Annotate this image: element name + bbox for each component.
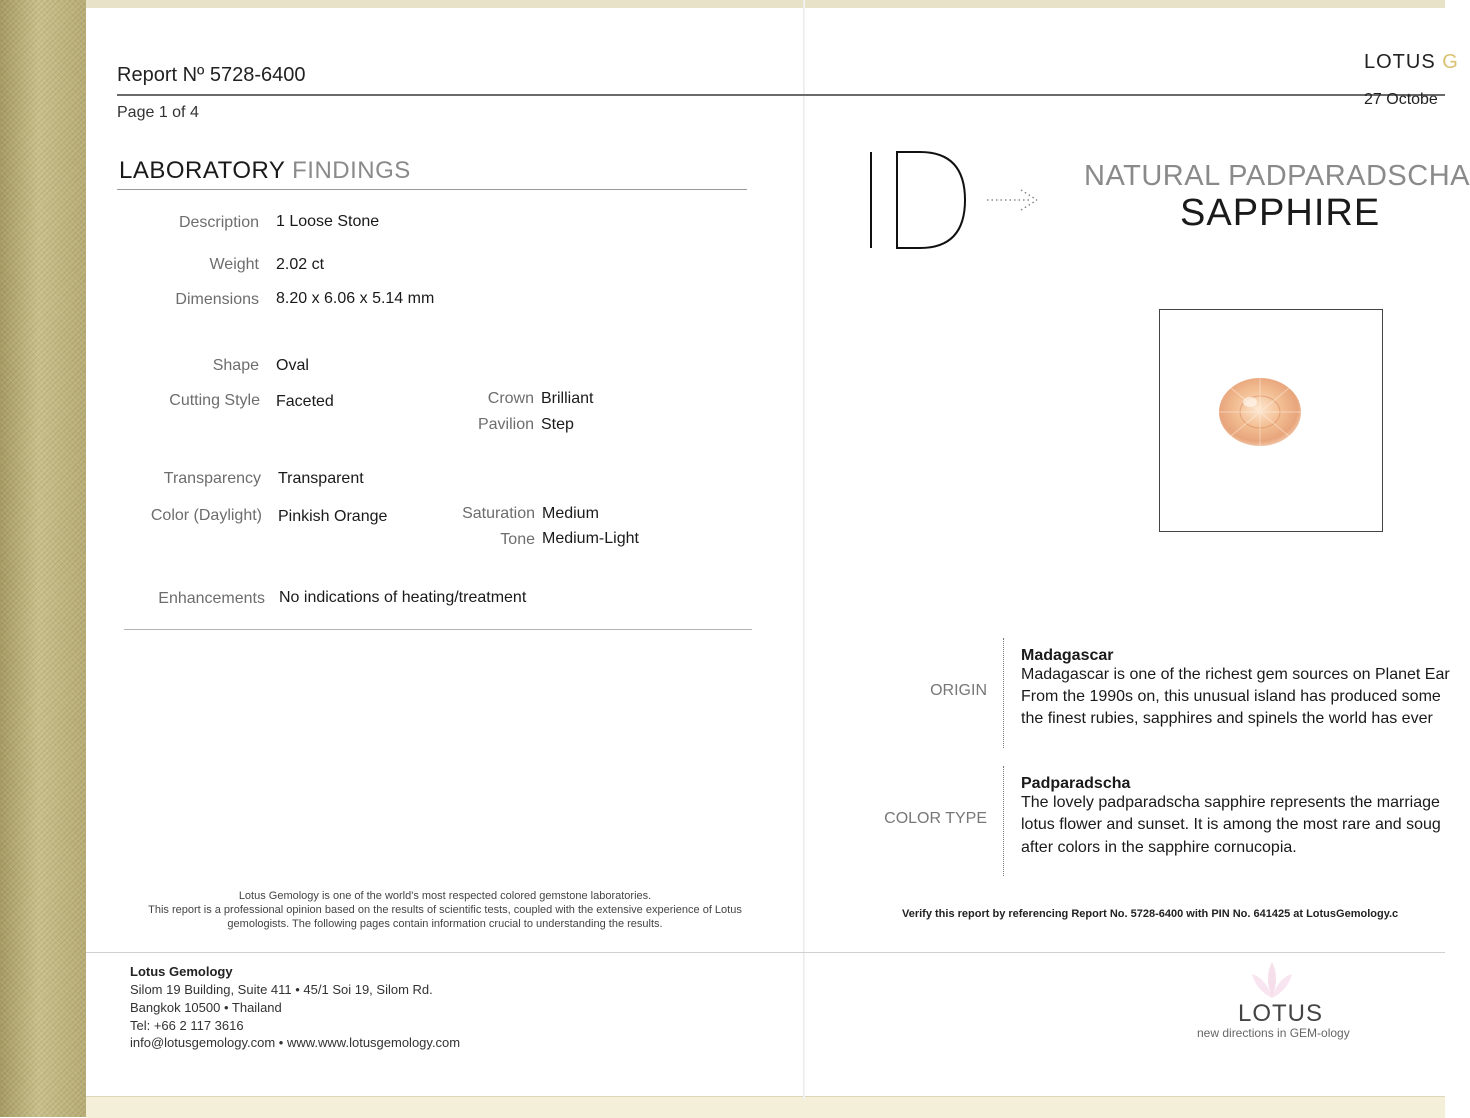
- section-title-bold: LABORATORY: [119, 157, 285, 184]
- company-name: Lotus Gemology: [130, 964, 233, 979]
- lotus-logo-tagline: new directions in GEM-ology: [1197, 1026, 1350, 1040]
- footnote-line-2: This report is a professional opinion based on the results of scientific tests, coupled with the extensive experience of Lotus: [148, 904, 742, 916]
- color-value: Pinkish Orange: [278, 508, 388, 525]
- enhancements-label: Enhancements: [158, 590, 265, 607]
- dimensions-label: Dimensions: [175, 291, 259, 308]
- address-tel: Tel: +66 2 117 3616: [130, 1018, 244, 1033]
- lotus-logo-word: LOTUS: [1238, 1000, 1324, 1027]
- weight-label: Weight: [209, 256, 259, 273]
- pavilion-label: Pavilion: [477, 416, 534, 433]
- lotus-flower-icon: [1250, 960, 1294, 1000]
- color-label: Color (Daylight): [150, 507, 262, 524]
- footer-rule: [86, 952, 1445, 953]
- address-contact: info@lotusgemology.com • www.www.lotusgemology.com: [130, 1035, 461, 1050]
- address-line-2: Bangkok 10500 • Thailand: [130, 1000, 282, 1015]
- id-mark-icon: [862, 148, 972, 252]
- tone-value: Medium-Light: [542, 530, 639, 547]
- top-edge: [86, 0, 1445, 8]
- origin-line-3: the finest rubies, sapphires and spinels the world has ever: [1021, 710, 1433, 727]
- color-type-label: COLOR TYPE: [884, 810, 987, 827]
- color-type-line-3: after colors in the sapphire cornucopia.: [1021, 839, 1297, 856]
- description-value: 1 Loose Stone: [276, 213, 380, 230]
- description-label: Description: [178, 214, 259, 231]
- section-rule: [117, 189, 747, 190]
- address-line-1: Silom 19 Building, Suite 411 • 45/1 Soi 19, Silom Rd.: [130, 982, 433, 997]
- crown-value: Brilliant: [541, 390, 594, 407]
- header-rule: [117, 94, 1445, 96]
- report-date: 27 Octobe: [1364, 91, 1438, 108]
- brand-cut: G: [1442, 51, 1459, 73]
- title-natural: NATURAL PADPARADSCHA: [1084, 160, 1470, 192]
- color-type-line-2: lotus flower and sunset. It is among the most rare and soug: [1021, 816, 1441, 833]
- dotted-arrow-icon: [985, 186, 1041, 210]
- verify-note: Verify this report by referencing Report No. 5728-6400 with PIN No. 641425 at LotusGemology.c: [902, 908, 1399, 920]
- color-type-line-1: The lovely padparadscha sapphire represents the marriage: [1021, 794, 1440, 811]
- transparency-value: Transparent: [278, 470, 364, 487]
- report-number: Report Nº 5728-6400: [117, 64, 306, 86]
- pavilion-value: Step: [541, 416, 574, 433]
- gemstone-image: [1217, 376, 1303, 448]
- brand-name: LOTUS: [1364, 51, 1436, 73]
- dimensions-value: 8.20 x 6.06 x 5.14 mm: [276, 290, 435, 307]
- origin-line-2: From the 1990s on, this unusual island has produced some: [1021, 688, 1441, 705]
- origin-label: ORIGIN: [930, 682, 987, 699]
- bottom-edge: [86, 1096, 1445, 1118]
- color-type-heading: Padparadscha: [1021, 775, 1131, 792]
- footnote-line-1: Lotus Gemology is one of the world's most respected colored gemstone laboratories.: [238, 890, 652, 902]
- transparency-label: Transparency: [163, 470, 261, 487]
- title-sapphire: SAPPHIRE: [1180, 192, 1381, 234]
- tone-label: Tone: [500, 531, 535, 548]
- page-number: Page 1 of 4: [117, 104, 199, 121]
- saturation-label: Saturation: [462, 505, 535, 522]
- section-title-light: FINDINGS: [292, 157, 411, 184]
- section-title: [119, 157, 411, 185]
- shape-label: Shape: [212, 357, 259, 374]
- brand-header: [1364, 51, 1459, 74]
- color-type-divider: [1003, 766, 1004, 876]
- shape-value: Oval: [276, 357, 309, 374]
- findings-end-rule: [124, 629, 752, 630]
- enhancements-value: No indications of heating/treatment: [279, 589, 527, 606]
- binding-spine: [0, 0, 86, 1117]
- crown-label: Crown: [487, 390, 534, 407]
- weight-value: 2.02 ct: [276, 256, 325, 273]
- saturation-value: Medium: [542, 505, 599, 522]
- origin-line-1: Madagascar is one of the richest gem sources on Planet Ear: [1021, 666, 1450, 683]
- page-fold: [803, 0, 805, 1100]
- origin-heading: Madagascar: [1021, 647, 1114, 664]
- cutting-style-value: Faceted: [276, 393, 334, 410]
- cutting-style-label: Cutting Style: [169, 392, 260, 409]
- footnote-line-3: gemologists. The following pages contain information crucial to understanding the results.: [227, 918, 663, 930]
- origin-divider: [1003, 638, 1004, 748]
